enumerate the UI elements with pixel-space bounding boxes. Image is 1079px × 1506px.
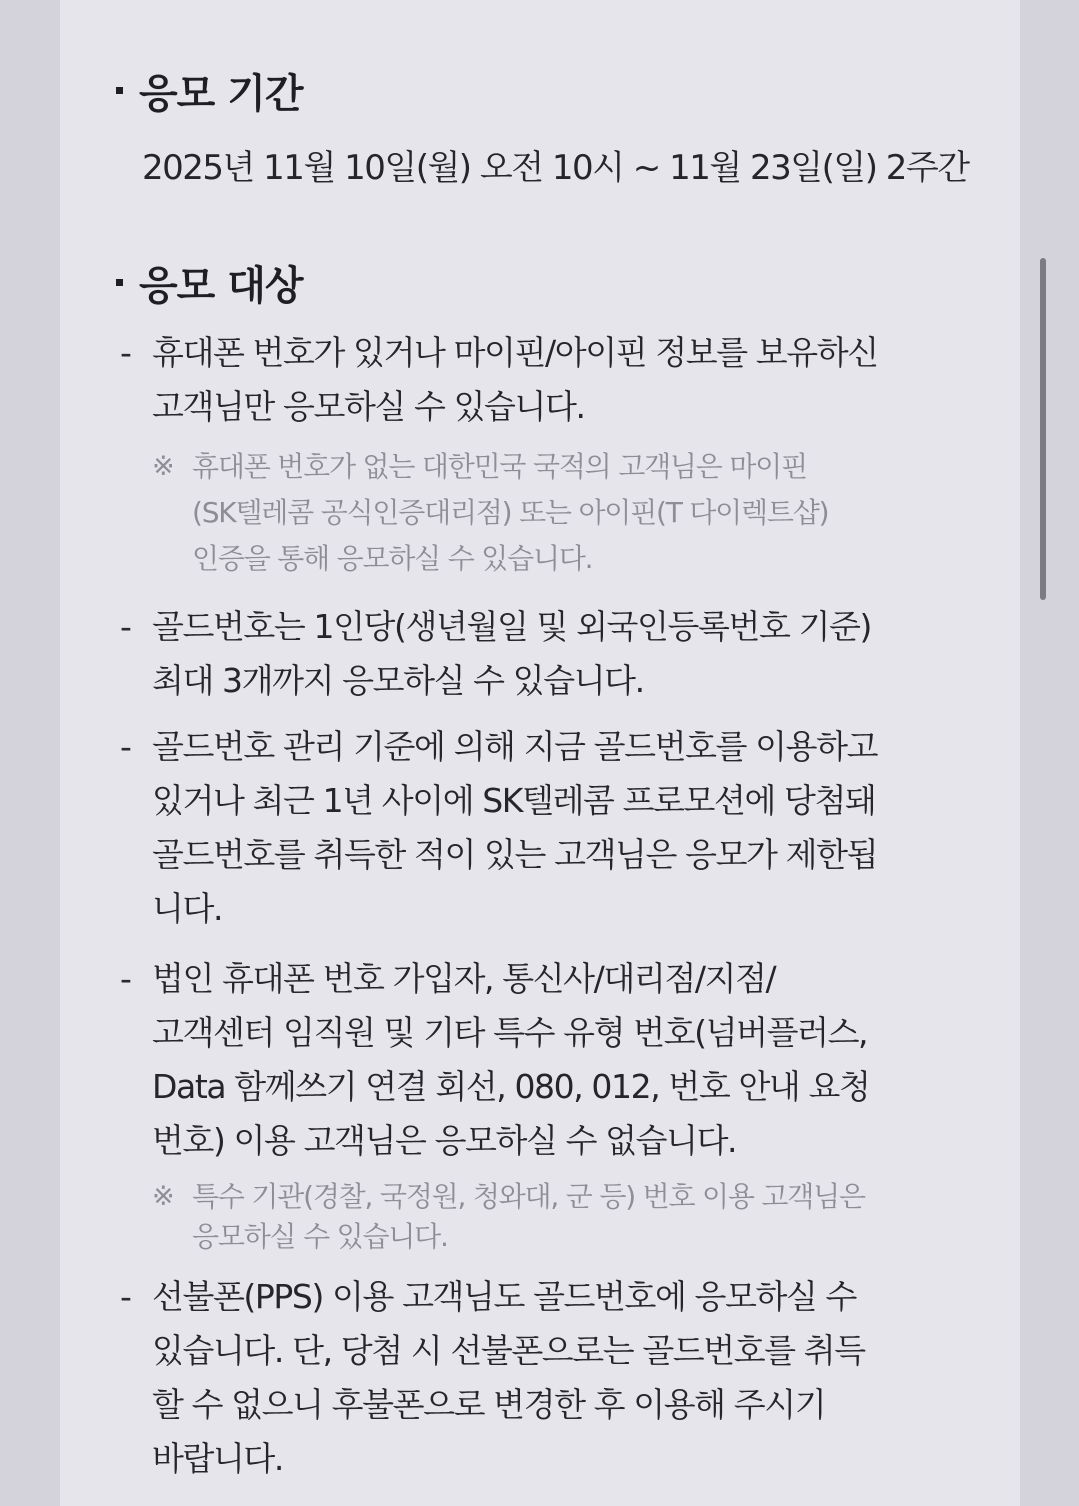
dash-bullet: - [120,333,132,372]
section-title-period [116,62,303,119]
list-item-line: 바랍니다. [152,1439,284,1478]
list-item-line: 있거나 최근 1년 사이에 SK텔레콤 프로모션에 당첨돼 [152,781,876,820]
note [152,444,952,582]
bullet-square-icon [116,279,123,286]
dash-bullet: - [120,727,132,766]
note [152,1174,952,1266]
list-item-line: 고객님만 응모하실 수 있습니다. [152,387,585,426]
reference-mark-icon: ※ [152,1181,175,1212]
list-item-line: 선불폰(PPS) 이용 고객님도 골드번호에 응모하실 수 [152,1277,857,1316]
bullet-square-icon [116,87,123,94]
list-item [120,720,940,936]
list-item-line: 있습니다. 단, 당첨 시 선불폰으로는 골드번호를 취득 [152,1331,865,1370]
list-item-line: 최대 3개까지 응모하실 수 있습니다. [152,661,644,700]
dash-bullet: - [120,959,132,998]
list-item [120,952,940,1168]
list-item-line: 골드번호를 취득한 적이 있는 고객님은 응모가 제한됩 [152,835,878,874]
section-title-target [116,254,303,311]
note-line: (SK텔레콤 공식인증대리점) 또는 아이핀(T 다이렉트샵) [192,496,829,529]
list-item [120,1270,940,1486]
note-line: 인증을 통해 응모하실 수 있습니다. [192,542,593,575]
note-line: 응모하실 수 있습니다. [192,1220,448,1253]
dash-bullet: - [120,1277,132,1316]
list-item-line: 법인 휴대폰 번호 가입자, 통신사/대리점/지점/ [152,959,776,998]
list-item-line: 골드번호 관리 기준에 의해 지금 골드번호를 이용하고 [152,727,878,766]
list-item [120,326,940,434]
list-item-line: 골드번호는 1인당(생년월일 및 외국인등록번호 기준) [152,607,871,646]
list-item-line: 할 수 없으니 후불폰으로 변경한 후 이용해 주시기 [152,1385,826,1424]
reference-mark-icon: ※ [152,451,175,482]
dash-bullet: - [120,607,132,646]
list-item [120,600,940,708]
note-line: 특수 기관(경찰, 국정원, 청와대, 군 등) 번호 이용 고객님은 [192,1180,865,1213]
list-item-line: 휴대폰 번호가 있거나 마이핀/아이핀 정보를 보유하신 [152,333,878,372]
list-item-line: 니다. [152,889,223,928]
note-line: 휴대폰 번호가 없는 대한민국 국적의 고객님은 마이핀 [192,450,807,483]
scrollbar-thumb[interactable] [1040,258,1046,600]
section-title-target-text: 응모 대상 [139,263,303,309]
list-item-line: 고객센터 임직원 및 기타 특수 유형 번호(넘버플러스, [152,1013,868,1052]
period-text: 2025년 11월 10일(월) 오전 10시 ~ 11월 23일(일) 2주간 [142,148,969,188]
list-item-line: 번호) 이용 고객님은 응모하실 수 없습니다. [152,1121,737,1160]
section-title-period-text: 응모 기간 [139,71,303,117]
list-item-line: Data 함께쓰기 연결 회선, 080, 012, 번호 안내 요청 [152,1067,870,1106]
